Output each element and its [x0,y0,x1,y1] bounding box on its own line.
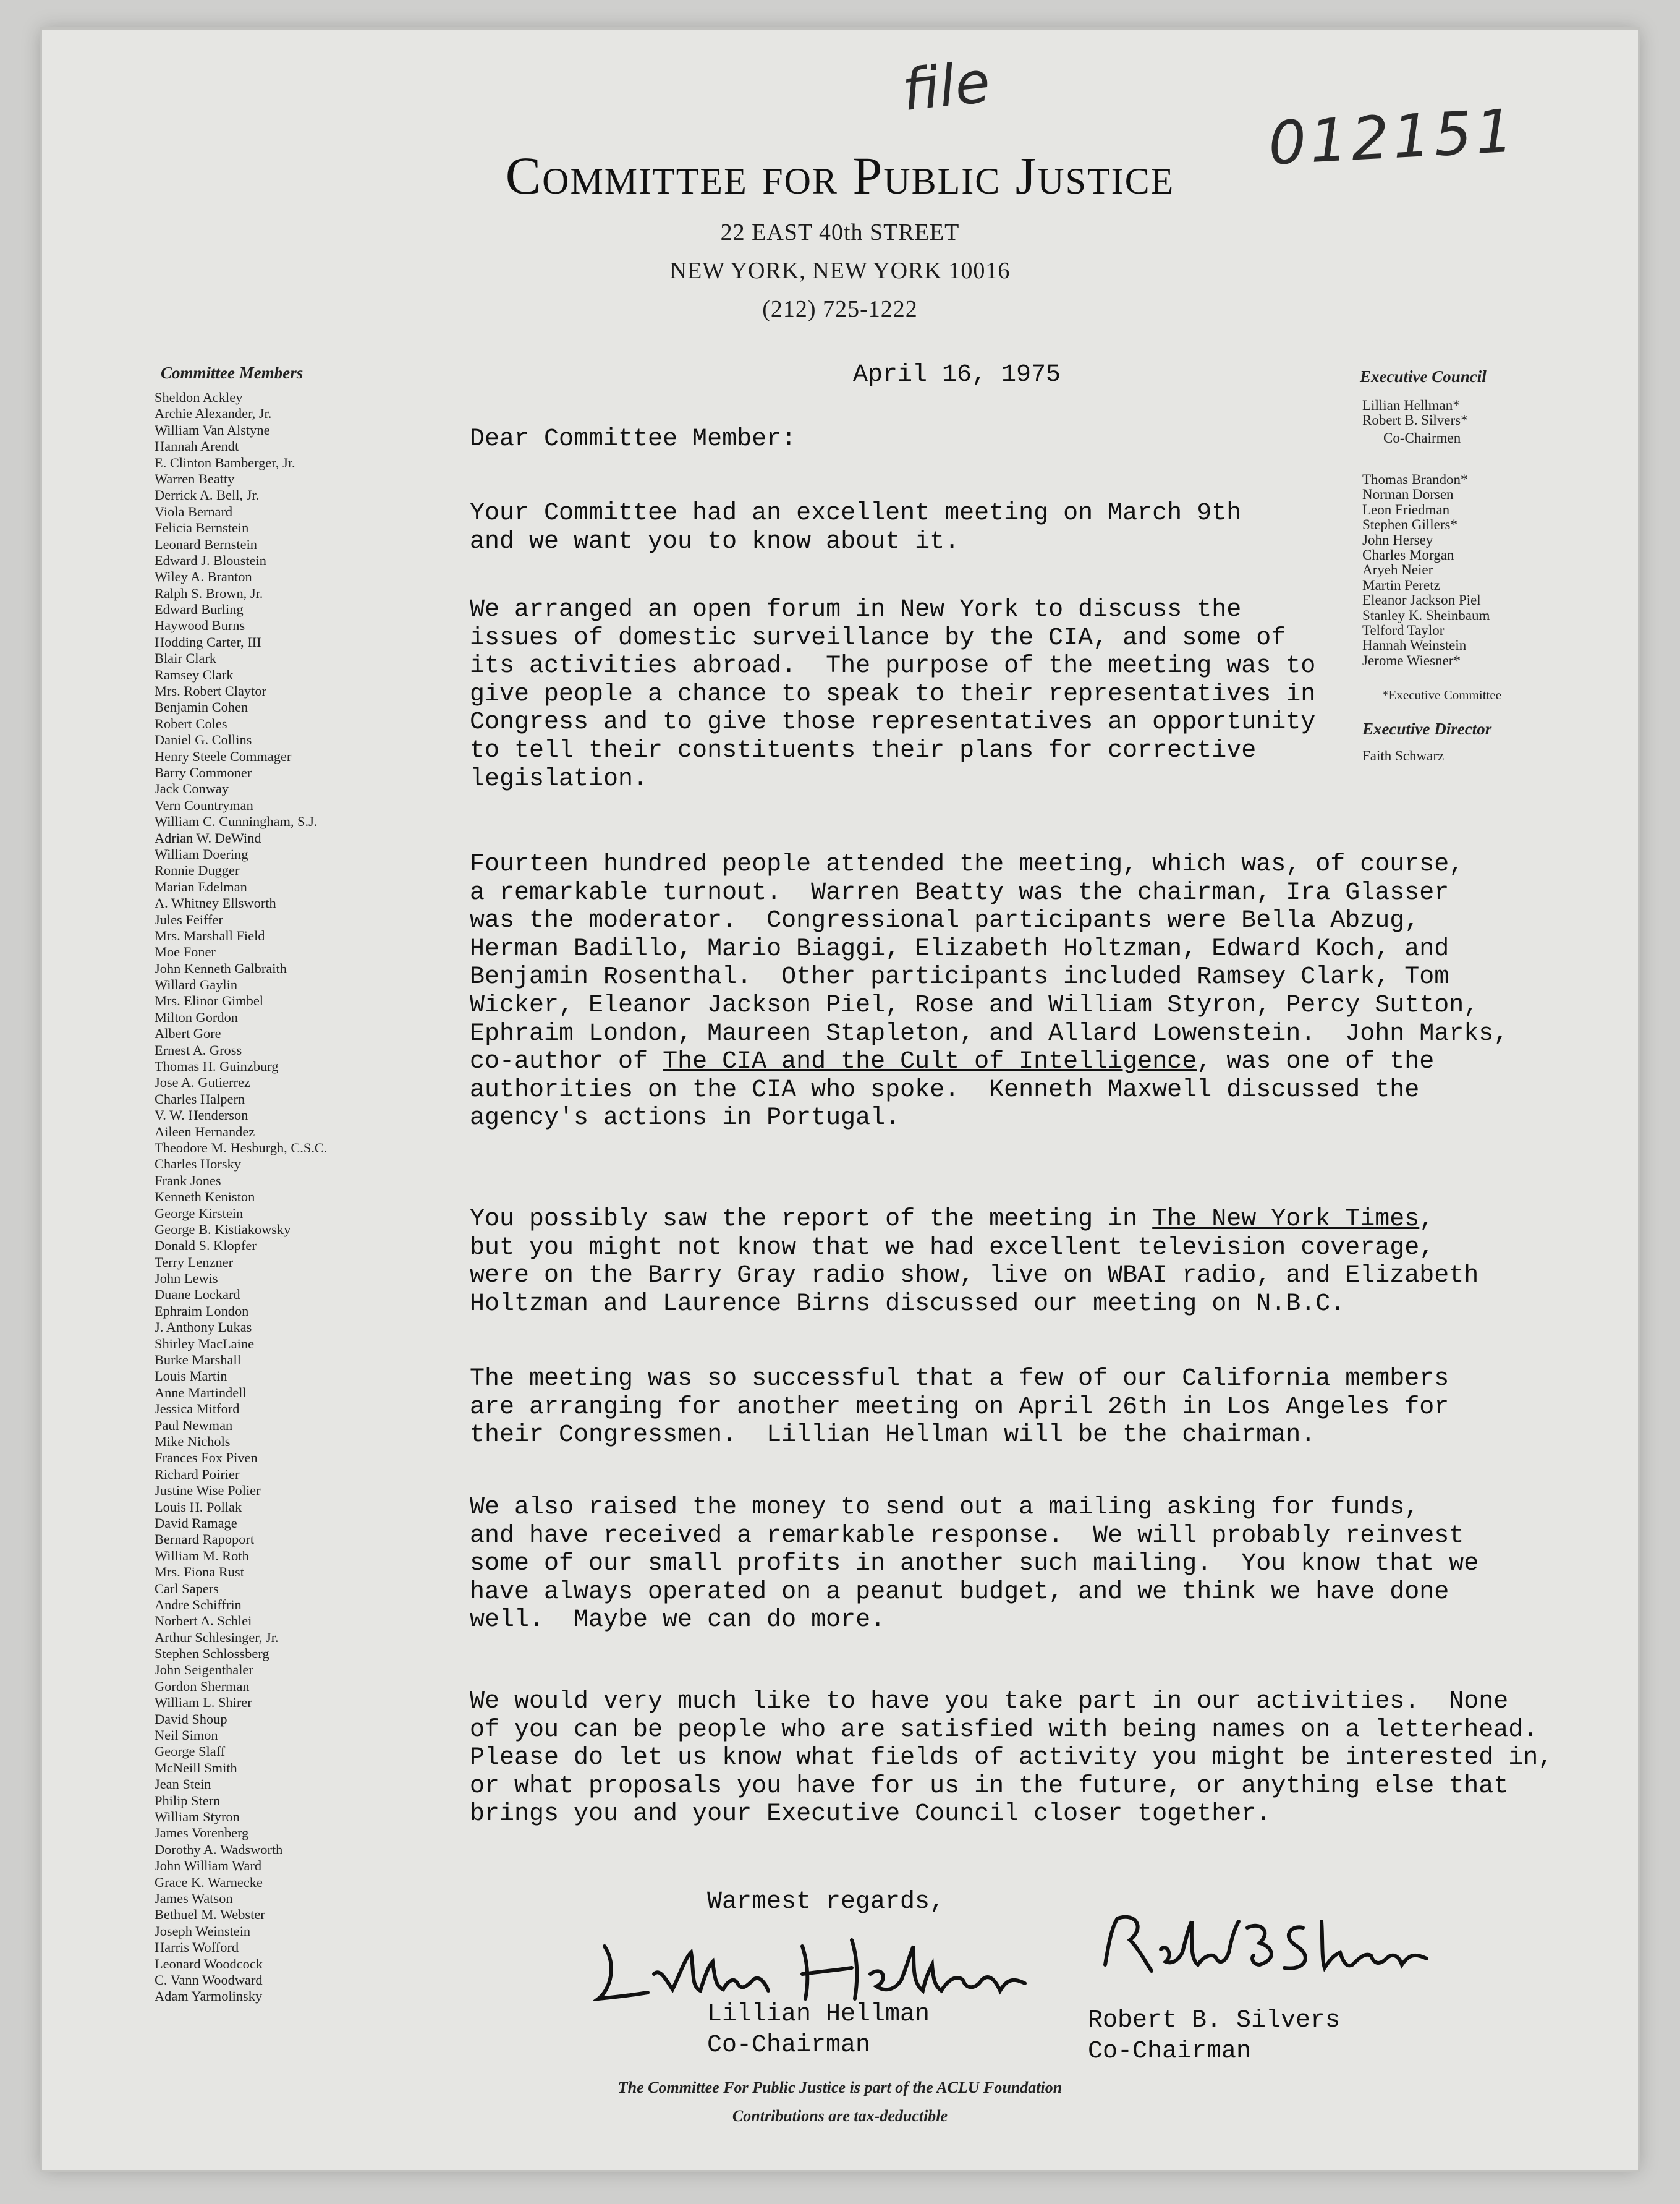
committee-member-name: Marian Edelman [155,879,247,895]
committee-member-name: Bernard Rapoport [155,1531,255,1547]
council-member-name: Martin Peretz [1362,577,1440,593]
committee-member-name: Archie Alexander, Jr. [155,406,272,422]
committee-member-name: Mrs. Elinor Gimbel [155,993,263,1009]
executive-director-name: Faith Schwarz [1362,748,1445,764]
letter-paragraph [470,851,1638,1133]
committee-member-name: Harris Wofford [155,1939,239,1955]
committee-member-name: Felicia Bernstein [155,520,249,536]
council-member-name: Jerome Wiesner* [1362,652,1461,668]
letter-date: April 16, 1975 [853,361,1061,389]
council-member-name: Telford Taylor [1362,623,1445,639]
committee-member-name: William L. Shirer [155,1695,252,1711]
newspaper-title: The New York Times [1152,1206,1420,1233]
committee-member-name: Adam Yarmolinsky [155,1988,263,2004]
executive-director-heading: Executive Director [1362,720,1492,738]
committee-member-name: Norbert A. Schlei [155,1613,252,1629]
committee-member-name: Terry Lenzner [155,1254,234,1270]
executive-committee-note: *Executive Committee [1382,687,1502,702]
committee-member-name: Louis Martin [155,1368,227,1384]
address-phone: (212) 725-1222 [762,296,918,322]
committee-member-name: Edward Burling [155,602,244,618]
letter-paragraph: We arranged an open forum in New York to discuss the issues of domestic surveillance by the CIA, and some of its activities abroad. The purpose of the meeting was to give people a chance to speak to their representatives in Congress and to give those representatives an opportunity to tell their constituents their plans for corrective legislation. [470,596,1316,793]
committee-member-name: Carl Sapers [155,1580,219,1596]
committee-member-name: Haywood Burns [155,618,245,634]
committee-member-name: Paul Newman [155,1417,233,1433]
committee-member-name: Richard Poirier [155,1466,240,1482]
council-member-name: Stanley K. Sheinbaum [1362,607,1490,623]
committee-member-name: Duane Lockard [155,1287,240,1303]
signer-title: Co-Chairman [1088,2038,1252,2066]
committee-member-name: Daniel G. Collins [155,732,252,748]
committee-member-name: Derrick A. Bell, Jr. [155,487,260,503]
committee-member-name: Charles Horsky [155,1156,241,1172]
committee-member-name: Albert Gore [155,1026,221,1042]
committee-member-name: Mrs. Fiona Rust [155,1564,244,1580]
committee-member-name: Ronnie Dugger [155,862,240,879]
committee-member-name: Ephraim London [155,1303,249,1319]
committee-member-name: George Kirstein [155,1205,244,1221]
committee-member-name: James Watson [155,1890,233,1906]
committee-member-name: Arthur Schlesinger, Jr. [155,1629,279,1645]
signer-block [707,1999,930,2061]
committee-member-name: Robert Coles [155,715,227,731]
address-city: NEW YORK, NEW YORK 10016 [669,258,1011,284]
committee-member-name: Warren Beatty [155,470,235,487]
signer-block [1088,2006,1340,2067]
committee-member-name: Jack Conway [155,781,229,797]
committee-member-name: Moe Foner [155,944,216,960]
committee-member-name: George Slaff [155,1743,226,1759]
committee-member-name: John Lewis [155,1270,218,1287]
committee-member-name: Blair Clark [155,650,217,666]
salutation: Dear Committee Member: [470,425,797,453]
committee-member-name: William Van Alstyne [155,422,270,438]
council-member-name: Eleanor Jackson Piel [1362,592,1481,608]
committee-member-name: Stephen Schlossberg [155,1646,269,1662]
committee-member-name: Jean Stein [155,1776,211,1792]
signer-name: Lillian Hellman [707,2001,930,2028]
letter-page [42,30,1638,2170]
committee-member-name: Bethuel M. Webster [155,1907,265,1923]
committee-member-name: George B. Kistiakowsky [155,1221,291,1237]
committee-member-name: David Shoup [155,1711,227,1727]
committee-member-name: Thomas H. Guinzburg [155,1058,279,1074]
signer-title: Co-Chairman [707,2032,871,2059]
committee-member-name: David Ramage [155,1515,237,1531]
committee-member-name: Viola Bernard [155,503,233,519]
letter-paragraph: Your Committee had an excellent meeting on March 9th and we want you to know about it. [470,500,1242,556]
handwritten-file-note: file [899,48,993,124]
committee-member-name: Hannah Arendt [155,438,239,454]
committee-member-name: Anne Martindell [155,1384,247,1400]
committee-member-name: Theodore M. Hesburgh, C.S.C. [155,1139,328,1155]
committee-member-name: Frank Jones [155,1172,221,1188]
committee-member-name: Vern Countryman [155,797,253,813]
council-member-name: Thomas Brandon* [1362,472,1468,487]
committee-member-name: J. Anthony Lukas [155,1319,252,1335]
council-member-name: John Hersey [1362,532,1433,548]
committee-member-name: Edward J. Bloustein [155,552,266,568]
committee-member-name: Ralph S. Brown, Jr. [155,585,263,601]
committee-member-name: Gordon Sherman [155,1678,250,1694]
committee-member-name: Aileen Hernandez [155,1123,255,1139]
committee-member-name: Jessica Mitford [155,1401,240,1417]
committee-member-name: Mrs. Robert Claytor [155,683,266,699]
committee-member-name: Leonard Bernstein [155,536,258,552]
council-chair: Lillian Hellman* [1362,398,1460,413]
committee-member-name: Sheldon Ackley [155,389,243,405]
committee-member-name: Grace K. Warnecke [155,1874,263,1890]
committee-member-name: Joseph Weinstein [155,1923,251,1939]
letter-paragraph: The meeting was so successful that a few of our California members are arranging for another meeting on April 26th in Los Angeles for their Congressmen. Lillian Hellman will be the chairman. [470,1365,1449,1450]
committee-member-name: Louis H. Pollak [155,1499,242,1515]
paragraph-text: You possibly saw the report of the meeting in [470,1206,1153,1233]
committee-member-name: Willard Gaylin [155,977,238,993]
committee-member-name: Dorothy A. Wadsworth [155,1841,283,1857]
footer-tax-note: Contributions are tax-deductible [732,2107,948,2125]
address-street: 22 EAST 40th STREET [720,219,960,245]
committee-member-name: Philip Stern [155,1792,221,1808]
committee-member-name: C. Vann Woodward [155,1972,263,1988]
letter-paragraph: We would very much like to have you take part in our activities. None of you can be people who are satisfied with being names on a letterhead. Please do let us know what fields of activity you might be interested in, or what proposals you have for us in the future, or anything else that brings you and your Executive Council closer together. [470,1688,1553,1829]
handwritten-document-number: 012151 [1266,96,1519,179]
committee-member-name: V. W. Henderson [155,1107,248,1123]
committee-member-name: Hodding Carter, III [155,634,261,650]
committee-member-name: Frances Fox Piven [155,1450,258,1466]
silvers-signature [1093,1903,1439,1989]
committee-member-name: William M. Roth [155,1547,249,1564]
council-member-name: Hannah Weinstein [1362,637,1467,653]
committee-member-name: Wiley A. Branton [155,569,252,585]
committee-members-heading: Committee Members [161,364,303,382]
committee-member-name: Shirley MacLaine [155,1335,255,1351]
committee-member-name: McNeill Smith [155,1759,237,1776]
closing: Warmest regards, [707,1888,945,1916]
committee-member-name: William Doering [155,846,248,862]
organization-name: Committee for Public Justice [505,146,1175,205]
committee-member-name: Mike Nichols [155,1434,231,1449]
paragraph-text: Fourteen hundred people attended the meeting, which was, of course, a remarkable turnout. Warren Beatty was the chairman, Ira Glasser was the moderator. Congressional participants were Bella Abzug, Herman Badillo, Mario Biaggi, Elizabeth Holtzman, Edward Koch, and Benjamin Rosenthal. Other participants included Ramsey Clark, Tom Wicker, Eleanor Jackson Piel, Rose and William Styron, Percy Sutton, Ephraim London, Maureen Stapleton, and Allard Lowenstein. John Marks, co-author of [470,851,1509,1076]
committee-member-name: John Kenneth Galbraith [155,960,287,976]
committee-members-list [155,389,445,2005]
committee-member-name: Benjamin Cohen [155,699,248,715]
council-member-name: Stephen Gillers* [1362,517,1457,533]
committee-member-name: Burke Marshall [155,1352,241,1368]
committee-member-name: Kenneth Keniston [155,1189,255,1205]
committee-member-name: Jules Feiffer [155,911,223,927]
executive-council-heading: Executive Council [1360,367,1487,386]
committee-member-name: E. Clinton Bamberger, Jr. [155,454,295,470]
co-chairmen-label: Co-Chairmen [1383,430,1461,446]
council-member-name: Charles Morgan [1362,547,1454,563]
book-title: The CIA and the Cult of Intelligence [663,1048,1197,1076]
committee-member-name: William Styron [155,1808,240,1824]
committee-member-name: John William Ward [155,1858,262,1874]
committee-member-name: Adrian W. DeWind [155,830,261,846]
council-member-name: Leon Friedman [1362,501,1450,517]
council-chair: Robert B. Silvers* [1362,412,1468,428]
committee-member-name: James Vorenberg [155,1825,249,1841]
footer-aclu-note: The Committee For Public Justice is part of the ACLU Foundation [617,2078,1063,2096]
committee-member-name: Neil Simon [155,1727,218,1743]
signer-name: Robert B. Silvers [1088,2007,1341,2035]
council-member-name: Norman Dorsen [1362,487,1454,503]
committee-member-name: Ramsey Clark [155,666,234,683]
committee-member-name: Donald S. Klopfer [155,1238,257,1254]
committee-member-name: Henry Steele Commager [155,748,292,764]
committee-member-name: John Seigenthaler [155,1662,253,1678]
letter-paragraph: We also raised the money to send out a mailing asking for funds, and have received a remarkable response. We will probably reinvest some of our small profits in another such mailing. You know that we have always operated on a peanut budget, and we think we have done well. Maybe we can do more. [470,1494,1479,1635]
council-member-name: Aryeh Neier [1362,562,1433,578]
committee-member-name: Ernest A. Gross [155,1042,242,1058]
committee-member-name: William C. Cunningham, S.J. [155,814,318,830]
committee-member-name: Andre Schiffrin [155,1596,242,1612]
council-chairs-list [1362,398,1622,428]
committee-member-name: A. Whitney Ellsworth [155,895,276,911]
committee-member-name: Barry Commoner [155,764,252,780]
committee-member-name: Jose A. Gutierrez [155,1074,250,1091]
letter-paragraph [470,1206,1638,1318]
committee-member-name: Charles Halpern [155,1091,245,1107]
committee-member-name: Justine Wise Polier [155,1483,261,1499]
paragraph-text: , was one of the authorities on the CIA who spoke. Kenneth Maxwell discussed the agency's actions in Portugal. [470,1048,1435,1133]
committee-member-name: Milton Gordon [155,1009,238,1025]
committee-member-name: Leonard Woodcock [155,1955,263,1972]
paragraph-text: , but you might not know that we had excellent television coverage, were on the Barry Gray radio show, live on WBAI radio, and Elizabeth Holtzman and Laurence Birns discussed our meeting on N.B.C. [470,1206,1479,1318]
committee-member-name: Mrs. Marshall Field [155,927,265,943]
